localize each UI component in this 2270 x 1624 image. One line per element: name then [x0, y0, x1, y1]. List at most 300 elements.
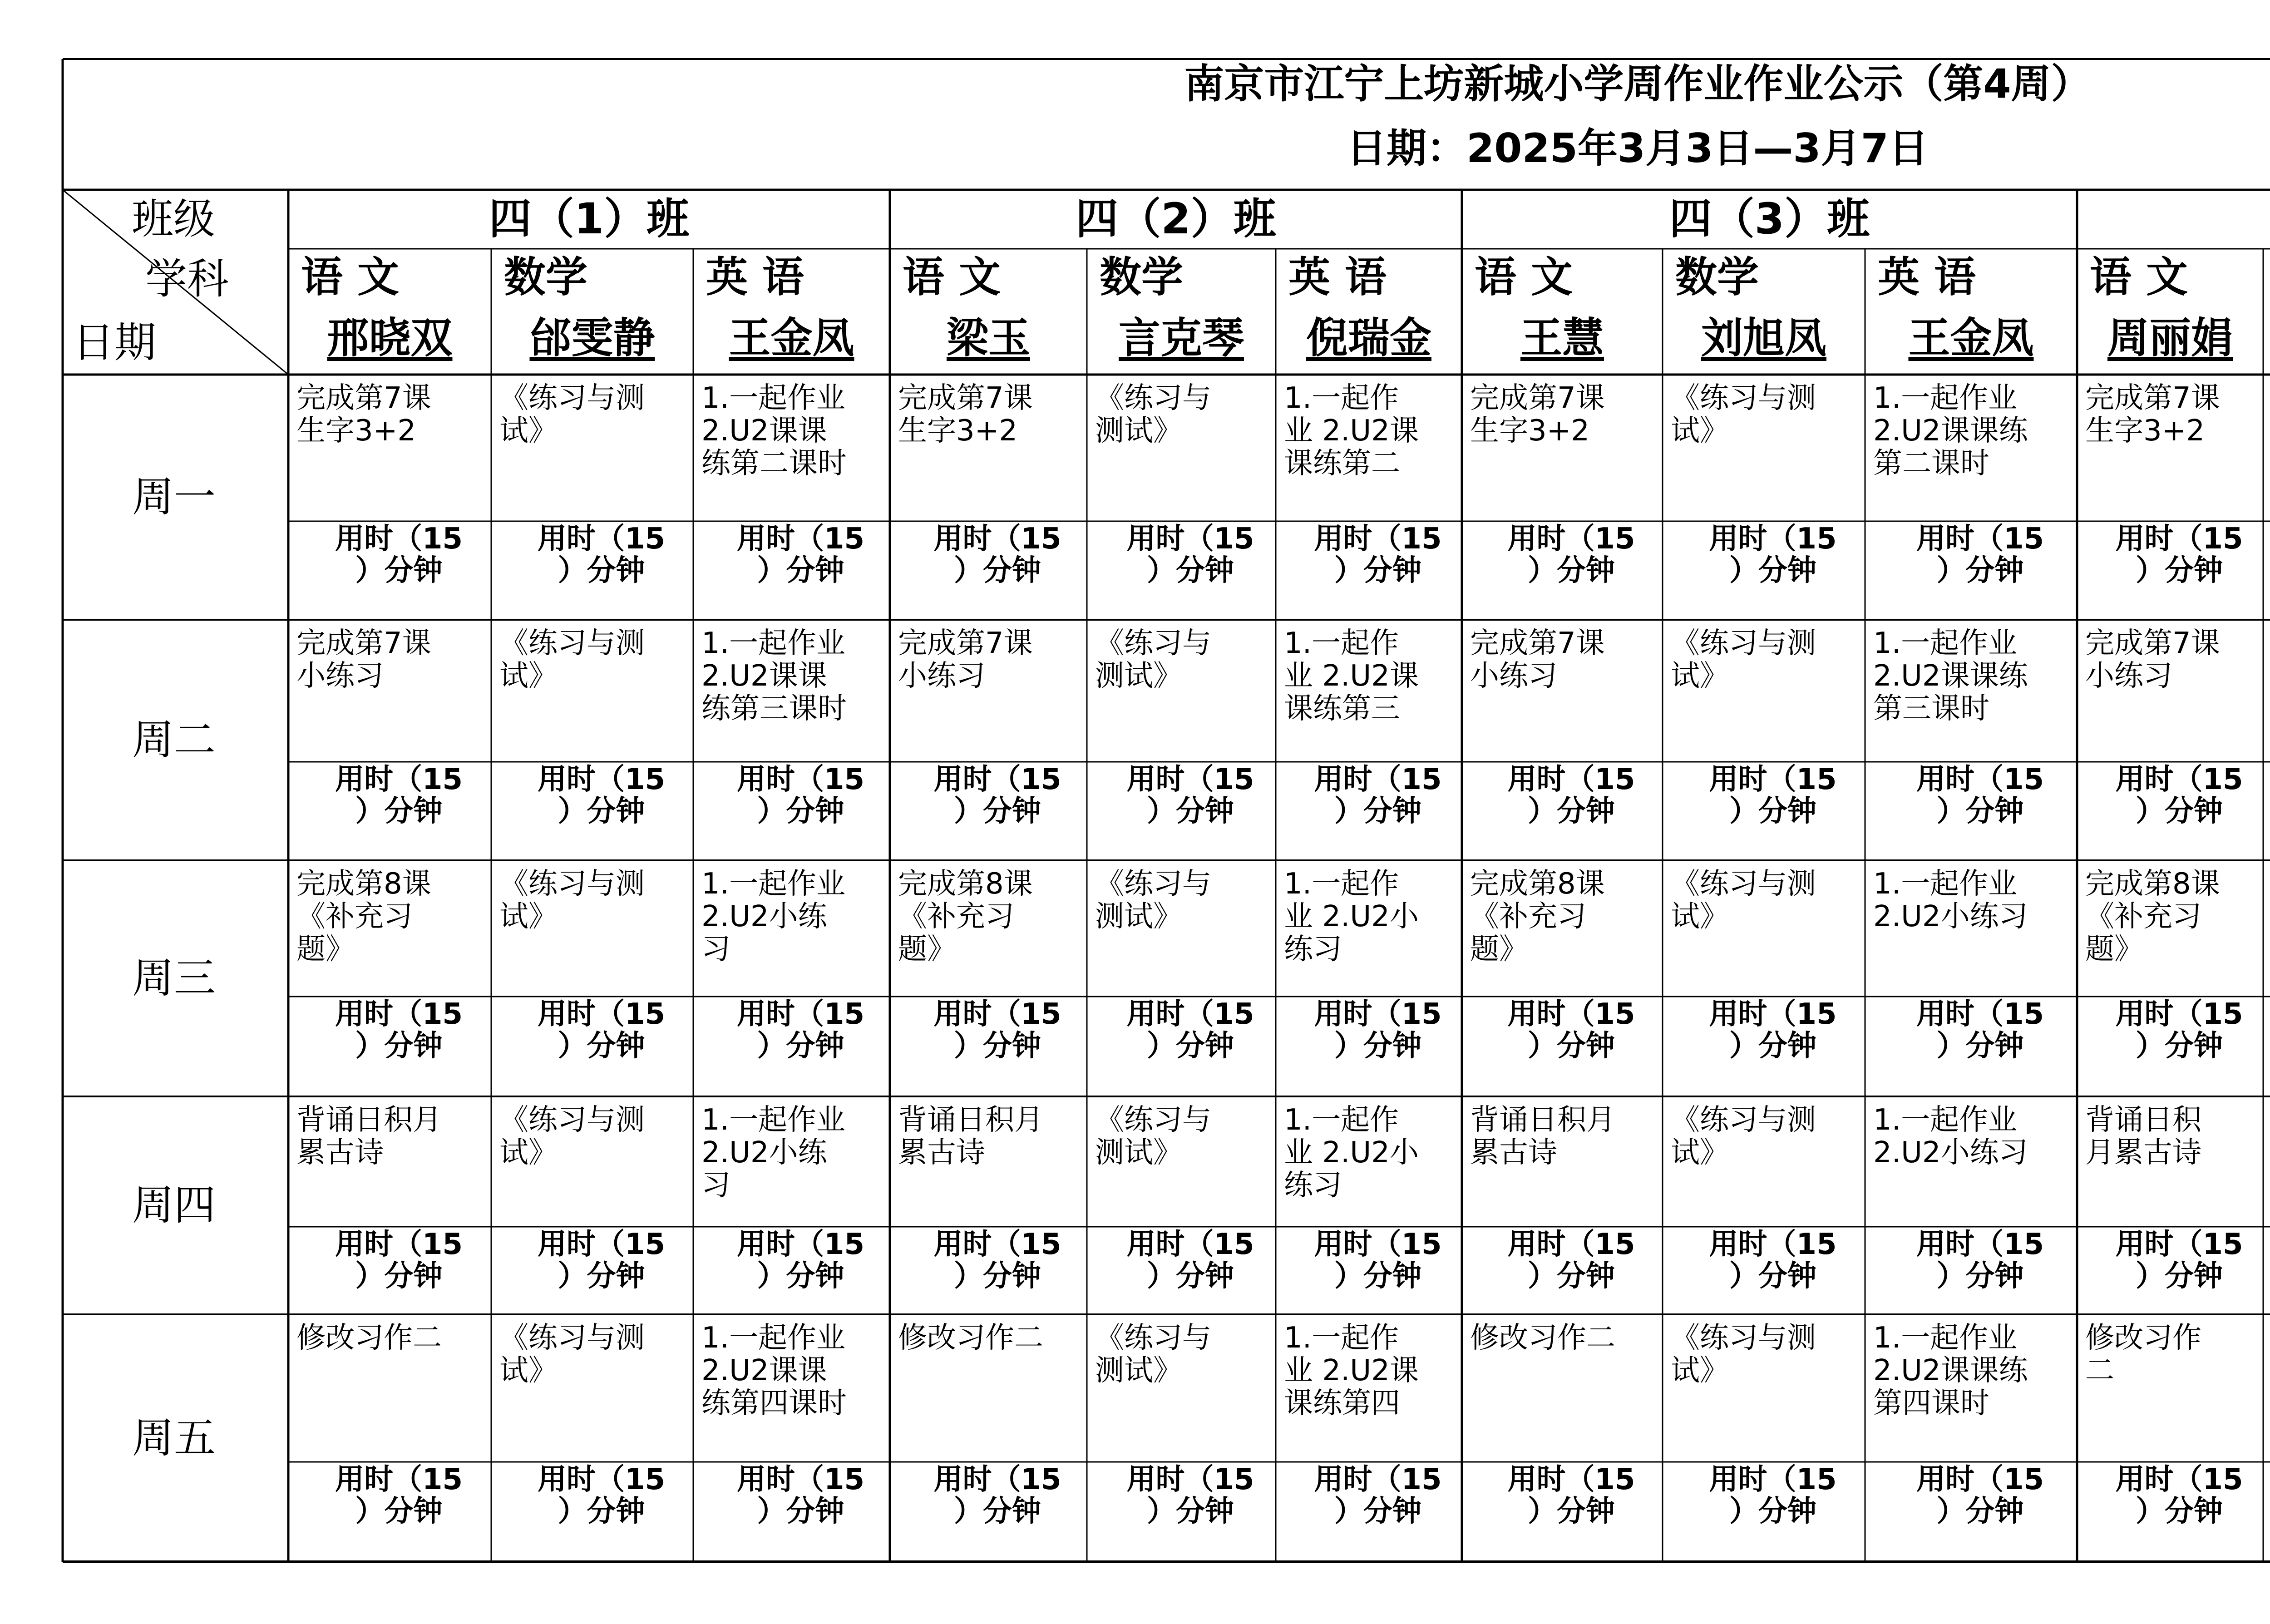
time-line-1: 用时（15: [335, 997, 463, 1031]
time-line-1: 用时（15: [537, 522, 666, 556]
teacher-name: 邢晓双: [327, 314, 453, 362]
homework-cell: [1462, 867, 1663, 996]
time-line-1: [2263, 1229, 2270, 1260]
time-line-2: ）分钟: [757, 1029, 844, 1063]
time-cell: [1462, 997, 1663, 1096]
homework-text: 《练习与测 试》: [499, 627, 645, 693]
time-cell: [1663, 521, 1865, 620]
homework-text: 1.一起作业 2.U2课课 练第四课时: [701, 1321, 847, 1420]
homework-text: 完成第8课 《补充习 题》: [1470, 867, 1605, 966]
homework-cell: [1663, 1103, 1865, 1226]
homework-cell: [1087, 381, 1276, 520]
homework-text: 《练习与测 试》: [499, 1321, 645, 1387]
homework-text: 完成第8课 《补充习 题》: [296, 867, 431, 966]
time-line-2: ）分钟: [954, 1259, 1041, 1293]
homework-cell: [2077, 1103, 2263, 1226]
time-line-1: 用时（15: [1916, 997, 2044, 1031]
homework-cell: [1865, 381, 2077, 520]
homework-cell: [693, 1321, 890, 1461]
time-line-2: [2263, 1496, 2270, 1527]
time-line-2: ）分钟: [1147, 1495, 1234, 1528]
homework-text: 完成第7课 小练习: [1470, 627, 1605, 693]
time-cell: [1865, 1462, 2077, 1562]
homework-cell: [1663, 381, 1865, 520]
homework-text: 1.一起作 业 2.U2课 课练第三: [1284, 627, 1419, 726]
time-line-1: 用时（15: [1126, 1228, 1254, 1261]
subject-label: 语 文: [903, 253, 1001, 301]
time-line-1: 用时（15: [933, 763, 1061, 796]
time-line-1: 用时（15: [933, 1463, 1061, 1496]
time-line-2: ）分钟: [1729, 795, 1816, 828]
time-cell: [1087, 1462, 1276, 1562]
homework-cell: [2077, 1321, 2263, 1461]
homework-cell: [1276, 381, 1462, 520]
time-cell: [2263, 762, 2270, 860]
homework-cell: [491, 626, 693, 761]
class-header: 四（2）班: [1076, 194, 1276, 244]
sheet-title: 南京市江宁上坊新城小学周作业作业公示（第4周）: [1184, 60, 2091, 107]
homework-cell: [288, 867, 491, 996]
time-line-2: ）分钟: [1729, 1029, 1816, 1063]
time-line-1: 用时（15: [1126, 763, 1254, 796]
homework-cell: [491, 1103, 693, 1226]
time-line-1: 用时（15: [933, 522, 1061, 556]
time-line-1: 用时（15: [1314, 1228, 1442, 1261]
time-line-2: ）分钟: [1147, 1029, 1234, 1063]
homework-text: 1.一起作 业 2.U2小 练习: [1284, 867, 1419, 966]
homework-cell: [1663, 626, 1865, 761]
time-line-2: ）分钟: [355, 1495, 443, 1528]
homework-text: 1.一起作业 2.U2小练 习: [701, 867, 846, 966]
time-line-2: ）分钟: [1334, 1029, 1421, 1063]
homework-cell: [288, 381, 491, 520]
homework-text: 1.一起作业 2.U2小练习: [1873, 1103, 2028, 1170]
homework-cell: [1462, 381, 1663, 520]
homework-text: 《练习与测 试》: [1671, 381, 1816, 448]
time-line-1: 用时（15: [1126, 997, 1254, 1031]
time-cell: [2077, 1227, 2263, 1314]
homework-cell: [288, 1321, 491, 1461]
homework-text: 完成第7课 小练习: [296, 627, 431, 693]
homework-text: 背诵日积月 累古诗: [898, 1103, 1043, 1170]
teacher-name: 刘旭凤: [1701, 314, 1826, 362]
time-line-1: 用时（15: [736, 522, 865, 556]
time-line-1: 用时（15: [2115, 1463, 2243, 1496]
subject-label: 数学: [1100, 253, 1184, 301]
homework-text: 《练习与测 试》: [499, 1103, 645, 1170]
time-cell: [890, 521, 1087, 620]
time-line-2: ）分钟: [558, 554, 645, 587]
time-line-2: ）分钟: [1729, 1259, 1816, 1293]
time-cell: [491, 521, 693, 620]
time-line-1: 用时（15: [933, 997, 1061, 1031]
teacher-name: 周丽娟: [2107, 314, 2233, 362]
homework-cell: [2263, 626, 2270, 761]
time-line-2: ）分钟: [1936, 554, 2024, 587]
homework-text: 1.一起作业 2.U2小练习: [1873, 867, 2028, 933]
teacher-name: 梁玉: [946, 314, 1030, 362]
homework-text: 1.一起作业 2.U2课课练 第四课时: [1873, 1321, 2028, 1420]
homework-text: 《练习与 测试》: [1095, 381, 1211, 448]
homework-text: 《练习与测 试》: [1671, 867, 1816, 933]
teacher-name: 王金凤: [1908, 314, 2034, 362]
time-line-2: [2263, 1030, 2270, 1062]
time-line-1: 用时（15: [335, 763, 463, 796]
time-line-1: [2263, 998, 2270, 1030]
time-line-2: ）分钟: [1147, 795, 1234, 828]
homework-text: 1.一起作业 2.U2课课练 第三课时: [1873, 627, 2028, 726]
time-line-2: ）分钟: [355, 1029, 443, 1063]
time-line-2: ）分钟: [558, 1259, 645, 1293]
time-line-1: 用时（15: [1709, 763, 1837, 796]
subject-label: 语 文: [2090, 253, 2188, 301]
time-line-1: 用时（15: [1709, 522, 1837, 556]
homework-cell: [1276, 867, 1462, 996]
time-line-2: ）分钟: [1528, 1259, 1615, 1293]
time-cell: [288, 1227, 491, 1314]
time-line-2: ）分钟: [558, 1495, 645, 1528]
homework-cell: [2263, 1103, 2270, 1226]
homework-cell: [1865, 1103, 2077, 1226]
time-cell: [1276, 521, 1462, 620]
time-line-1: 用时（15: [1314, 522, 1442, 556]
time-line-1: 用时（15: [1916, 1463, 2044, 1496]
homework-cell: [2077, 867, 2263, 996]
homework-text: 完成第7课 生字3+2: [898, 381, 1033, 448]
time-cell: [1663, 762, 1865, 860]
homework-cell: [890, 1103, 1087, 1226]
homework-text: 1.一起作 业 2.U2课 课练第二: [1284, 381, 1419, 480]
time-cell: [2077, 521, 2263, 620]
homework-text: 完成第8课 《补充习 题》: [2085, 867, 2220, 966]
homework-text: 背诵日积月 累古诗: [296, 1103, 442, 1170]
time-line-2: ）分钟: [1936, 1495, 2024, 1528]
time-line-1: 用时（15: [1507, 1463, 1635, 1496]
time-cell: [1462, 1462, 1663, 1562]
homework-cell: [1663, 1321, 1865, 1461]
time-cell: [1462, 521, 1663, 620]
time-line-1: 用时（15: [1507, 522, 1635, 556]
time-cell: [2077, 997, 2263, 1096]
time-cell: [288, 762, 491, 860]
time-line-2: ）分钟: [1936, 1029, 2024, 1063]
time-line-2: ）分钟: [2136, 1029, 2223, 1063]
time-cell: [1663, 997, 1865, 1096]
homework-cell: [693, 626, 890, 761]
homework-cell: [2263, 867, 2270, 996]
time-cell: [288, 1462, 491, 1562]
time-line-2: ）分钟: [1334, 554, 1421, 587]
time-line-2: ）分钟: [2136, 1259, 2223, 1293]
homework-cell: [1276, 1103, 1462, 1226]
time-line-1: 用时（15: [537, 997, 666, 1031]
time-cell: [491, 762, 693, 860]
time-cell: [693, 521, 890, 620]
homework-cell: [890, 381, 1087, 520]
time-cell: [1865, 1227, 2077, 1314]
time-line-2: ）分钟: [954, 1029, 1041, 1063]
time-cell: [1087, 1227, 1276, 1314]
time-line-2: ）分钟: [1528, 1495, 1615, 1528]
header-date-label: 日期: [73, 318, 157, 367]
homework-cell: [1865, 1321, 2077, 1461]
homework-text: 背诵日积月 累古诗: [1470, 1103, 1615, 1170]
time-cell: [2263, 1227, 2270, 1314]
day-label: 周五: [132, 1414, 216, 1462]
homework-cell: [693, 381, 890, 520]
homework-cell: [890, 626, 1087, 761]
time-line-1: 用时（15: [1314, 1463, 1442, 1496]
time-line-2: ）分钟: [954, 1495, 1041, 1528]
time-line-1: [2263, 1464, 2270, 1496]
homework-text: 《练习与 测试》: [1095, 1103, 1211, 1170]
time-line-1: 用时（15: [1916, 1228, 2044, 1261]
time-line-2: ）分钟: [757, 554, 844, 587]
time-line-2: ）分钟: [355, 1259, 443, 1293]
day-label: 周四: [132, 1181, 216, 1229]
day-label: 周二: [132, 716, 216, 764]
subject-label: 语 文: [1475, 253, 1573, 301]
homework-cell: [1462, 626, 1663, 761]
time-line-2: ）分钟: [1334, 1259, 1421, 1293]
time-line-1: 用时（15: [1314, 997, 1442, 1031]
time-line-2: [2263, 1260, 2270, 1292]
time-line-2: ）分钟: [2136, 1495, 2223, 1528]
time-cell: [491, 1462, 693, 1562]
time-line-1: 用时（15: [1709, 1463, 1837, 1496]
time-line-1: [2263, 523, 2270, 555]
time-line-2: ）分钟: [757, 795, 844, 828]
homework-cell: [2077, 626, 2263, 761]
time-line-2: ）分钟: [355, 795, 443, 828]
homework-text: 完成第7课 小练习: [898, 627, 1033, 693]
time-line-2: ）分钟: [757, 1495, 844, 1528]
time-cell: [288, 997, 491, 1096]
time-cell: [693, 762, 890, 860]
teacher-name: 王金凤: [729, 314, 854, 362]
time-line-1: 用时（15: [736, 997, 865, 1031]
time-line-2: [2263, 795, 2270, 827]
homework-cell: [693, 867, 890, 996]
subject-label: 英 语: [1288, 253, 1387, 301]
homework-text: 修改习作二: [898, 1321, 1043, 1355]
time-cell: [1087, 762, 1276, 860]
teacher-name: 王慧: [1520, 314, 1604, 362]
homework-cell: [1087, 1103, 1276, 1226]
homework-cell: [2263, 1321, 2270, 1461]
day-label: 周三: [132, 954, 216, 1002]
class-header: [2077, 190, 2270, 249]
time-line-1: 用时（15: [335, 522, 463, 556]
time-line-1: 用时（15: [537, 1463, 666, 1496]
time-line-2: [2263, 555, 2270, 587]
subject-label: 英 语: [1878, 253, 1976, 301]
teacher-name: 邰雯静: [529, 314, 655, 362]
homework-text: 完成第8课 《补充习 题》: [898, 867, 1033, 966]
time-cell: [1663, 1462, 1865, 1562]
time-cell: [890, 1227, 1087, 1314]
homework-text: 背诵日积 月累古诗: [2085, 1103, 2201, 1170]
day-label: 周一: [132, 473, 216, 521]
time-cell: [693, 997, 890, 1096]
time-line-1: 用时（15: [736, 763, 865, 796]
date-range: 日期：2025年3月3日—3月7日: [1347, 125, 1929, 172]
class-header: 四（3）班: [1669, 194, 1870, 244]
time-line-2: ）分钟: [1528, 554, 1615, 587]
homework-cell: [491, 381, 693, 520]
homework-text: 《练习与 测试》: [1095, 627, 1211, 693]
homework-cell: [1462, 1321, 1663, 1461]
time-line-2: ）分钟: [1528, 1029, 1615, 1063]
time-line-1: 用时（15: [1507, 763, 1635, 796]
time-cell: [1462, 762, 1663, 860]
time-cell: [2077, 762, 2263, 860]
homework-cell: [491, 1321, 693, 1461]
homework-text: 1.一起作业 2.U2课课 练第二课时: [701, 381, 847, 480]
class-header: 四（1）班: [489, 194, 690, 244]
time-cell: [1663, 1227, 1865, 1314]
time-cell: [1865, 521, 2077, 620]
homework-cell: [1276, 1321, 1462, 1461]
time-line-1: 用时（15: [2115, 997, 2243, 1031]
teacher-name: [2268, 313, 2270, 363]
time-line-2: ）分钟: [2136, 554, 2223, 587]
homework-cell: [1087, 867, 1276, 996]
time-line-2: ）分钟: [954, 795, 1041, 828]
homework-text: 完成第7课 小练习: [2085, 627, 2220, 693]
time-line-1: 用时（15: [736, 1463, 865, 1496]
homework-text: 修改习作二: [296, 1321, 442, 1355]
time-cell: [491, 1227, 693, 1314]
time-line-2: ）分钟: [1334, 795, 1421, 828]
time-line-1: 用时（15: [1507, 997, 1635, 1031]
homework-text: 1.一起作 业 2.U2课 课练第四: [1284, 1321, 1419, 1420]
time-cell: [693, 1227, 890, 1314]
homework-text: 修改习作 二: [2085, 1321, 2201, 1387]
homework-cell: [1663, 867, 1865, 996]
time-line-2: ）分钟: [1147, 554, 1234, 587]
homework-text: 1.一起作业 2.U2小练 习: [701, 1103, 846, 1202]
homework-text: 完成第7课 生字3+2: [1470, 381, 1605, 448]
time-cell: [2263, 1462, 2270, 1562]
time-line-2: ）分钟: [558, 795, 645, 828]
time-line-1: 用时（15: [1709, 1228, 1837, 1261]
homework-text: 1.一起作业 2.U2课课 练第三课时: [701, 627, 847, 726]
homework-text: 《练习与测 试》: [1671, 1321, 1816, 1387]
time-cell: [1865, 997, 2077, 1096]
time-line-2: ）分钟: [1334, 1495, 1421, 1528]
homework-text: 1.一起作业 2.U2课课练 第二课时: [1873, 381, 2028, 480]
time-line-2: ）分钟: [757, 1259, 844, 1293]
teacher-name: 言克琴: [1118, 314, 1244, 362]
time-line-2: ）分钟: [1729, 1495, 1816, 1528]
subject-label: 数学: [504, 253, 588, 301]
time-cell: [1276, 762, 1462, 860]
homework-cell: [1087, 626, 1276, 761]
time-cell: [1087, 521, 1276, 620]
homework-text: 完成第7课 生字3+2: [2085, 381, 2220, 448]
time-cell: [2263, 997, 2270, 1096]
time-line-1: 用时（15: [933, 1228, 1061, 1261]
homework-cell: [1865, 867, 2077, 996]
time-cell: [1087, 997, 1276, 1096]
time-cell: [1276, 1462, 1462, 1562]
time-cell: [1276, 997, 1462, 1096]
homework-text: 《练习与测 试》: [1671, 627, 1816, 693]
time-line-1: 用时（15: [736, 1228, 865, 1261]
time-line-2: ）分钟: [1936, 1259, 2024, 1293]
time-line-1: 用时（15: [1916, 522, 2044, 556]
time-cell: [890, 1462, 1087, 1562]
homework-cell: [491, 867, 693, 996]
time-line-1: 用时（15: [1916, 763, 2044, 796]
time-cell: [1276, 1227, 1462, 1314]
subject-label: 英 语: [706, 253, 804, 301]
homework-cell: [2077, 381, 2263, 520]
time-line-1: 用时（15: [335, 1228, 463, 1261]
time-line-1: 用时（15: [537, 1228, 666, 1261]
time-cell: [890, 762, 1087, 860]
homework-cell: [2263, 381, 2270, 520]
time-line-1: 用时（15: [1709, 997, 1837, 1031]
time-cell: [1462, 1227, 1663, 1314]
teacher-name: 倪瑞金: [1306, 314, 1431, 362]
header-subject-label: 学科: [145, 255, 229, 303]
homework-cell: [1087, 1321, 1276, 1461]
time-line-1: 用时（15: [2115, 1228, 2243, 1261]
homework-text: 修改习作二: [1470, 1321, 1615, 1355]
time-line-1: [2263, 764, 2270, 795]
homework-cell: [1276, 626, 1462, 761]
time-cell: [890, 997, 1087, 1096]
time-cell: [693, 1462, 890, 1562]
homework-text: 1.一起作 业 2.U2小 练习: [1284, 1103, 1419, 1202]
time-line-1: 用时（15: [2115, 763, 2243, 796]
time-line-1: 用时（15: [2115, 522, 2243, 556]
homework-text: 《练习与 测试》: [1095, 867, 1211, 933]
homework-cell: [890, 1321, 1087, 1461]
homework-cell: [890, 867, 1087, 996]
homework-text: 完成第7课 生字3+2: [296, 381, 431, 448]
homework-text: 《练习与测 试》: [499, 381, 645, 448]
time-line-2: ）分钟: [355, 554, 443, 587]
time-cell: [2263, 521, 2270, 620]
homework-cell: [693, 1103, 890, 1226]
time-line-2: ）分钟: [1528, 795, 1615, 828]
time-cell: [288, 521, 491, 620]
homework-text: 《练习与 测试》: [1095, 1321, 1211, 1387]
time-line-2: ）分钟: [2136, 795, 2223, 828]
time-line-1: 用时（15: [335, 1463, 463, 1496]
time-line-1: 用时（15: [1314, 763, 1442, 796]
homework-cell: [1462, 1103, 1663, 1226]
time-line-2: ）分钟: [1936, 795, 2024, 828]
header-class-label: 班级: [132, 195, 216, 243]
time-cell: [2077, 1462, 2263, 1562]
subject-label: 语 文: [301, 253, 400, 301]
time-line-2: ）分钟: [558, 1029, 645, 1063]
time-cell: [1865, 762, 2077, 860]
homework-text: 《练习与测 试》: [499, 867, 645, 933]
homework-text: 《练习与测 试》: [1671, 1103, 1816, 1170]
time-line-2: ）分钟: [1147, 1259, 1234, 1293]
homework-cell: [1865, 626, 2077, 761]
time-line-2: ）分钟: [954, 554, 1041, 587]
time-line-1: 用时（15: [1507, 1228, 1635, 1261]
time-line-1: 用时（15: [1126, 522, 1254, 556]
time-line-2: ）分钟: [1729, 554, 1816, 587]
time-cell: [491, 997, 693, 1096]
